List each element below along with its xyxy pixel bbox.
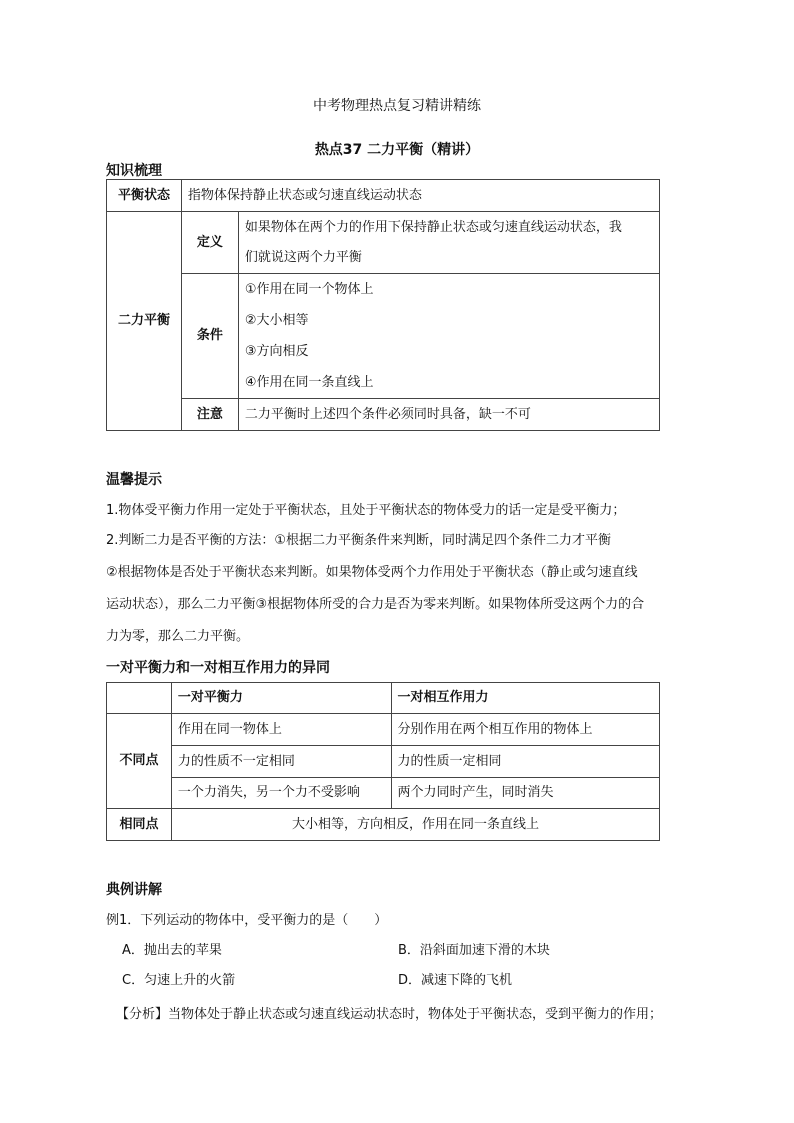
note-text: 二力平衡时上述四个条件必须同时具备，缺一不可 [238,399,659,431]
col-header-balance: 一对平衡力 [171,683,391,714]
tip-line: ②根据物体是否处于平衡状态来判断。如果物体受两个力作用处于平衡状态（静止或匀速直线 [106,565,638,580]
condition-label: 条件 [181,274,238,399]
corner-cell [107,683,172,714]
tip-line: 运动状态），那么二力平衡③根据物体所受的合力是否为零来判断。如果物体所受这两个力的合 [106,597,645,612]
document-subtitle: 热点37 二力平衡（精讲） [314,142,480,158]
condition-item: ①作用在同一个物体上 [244,282,374,297]
balance-state-label: 平衡状态 [107,180,182,212]
definition-line: 们就说这两个力平衡 [244,249,362,265]
two-force-balance-label: 二力平衡 [107,212,182,431]
section-heading-tips: 温馨提示 [106,472,162,488]
balance-state-text: 指物体保持静止状态或匀速直线运动状态 [181,180,659,212]
condition-item: ④作用在同一条直线上 [244,375,374,390]
tip-line: 1.物体受平衡力作用一定处于平衡状态，且处于平衡状态的物体受力的话一定是受平衡力； [106,503,626,518]
comparison-table [106,682,660,841]
similarity-text: 大小相等，方向相反，作用在同一条直线上 [171,809,659,841]
section-heading-examples: 典例讲解 [106,882,162,898]
tip-line: 力为零，那么二力平衡。 [106,629,250,644]
analysis-text: 【分析】当物体处于静止状态或匀速直线运动状态时，物体处于平衡状态，受到平衡力的作用； [116,1007,663,1022]
table-cell: 力的性质一定相同 [391,746,660,778]
condition-cell [238,274,659,399]
note-label: 注意 [181,399,238,431]
definition-cell [238,212,659,274]
knowledge-table [106,179,660,431]
difference-label: 不同点 [107,714,172,809]
condition-item: ③方向相反 [244,344,309,359]
example-question: 例1．下列运动的物体中，受平衡力的是（ ） [106,913,388,928]
table-cell: 力的性质不一定相同 [171,746,391,778]
table-cell: 一个力消失，另一个力不受影响 [171,778,391,809]
table-cell: 分别作用在两个相互作用的物体上 [391,714,660,746]
table-cell: 作用在同一物体上 [171,714,391,746]
option-d: D．减速下降的飞机 [398,973,513,988]
condition-item: ②大小相等 [244,313,309,328]
option-a: A．抛出去的苹果 [122,943,222,958]
definition-label: 定义 [181,212,238,274]
option-c: C．匀速上升的火箭 [122,973,236,988]
table-cell: 两个力同时产生，同时消失 [391,778,660,809]
similarity-label: 相同点 [107,809,172,841]
section-heading-knowledge: 知识梳理 [106,163,162,179]
col-header-interaction: 一对相互作用力 [391,683,660,714]
option-b: B．沿斜面加速下滑的木块 [398,943,550,958]
section-heading-comparison: 一对平衡力和一对相互作用力的异同 [106,660,330,676]
definition-line: 如果物体在两个力的作用下保持静止状态或匀速直线运动状态，我 [244,219,622,235]
document-title: 中考物理热点复习精讲精练 [313,98,481,114]
tip-line: 2.判断二力是否平衡的方法：①根据二力平衡条件来判断，同时满足四个条件二力才平衡 [106,533,612,548]
